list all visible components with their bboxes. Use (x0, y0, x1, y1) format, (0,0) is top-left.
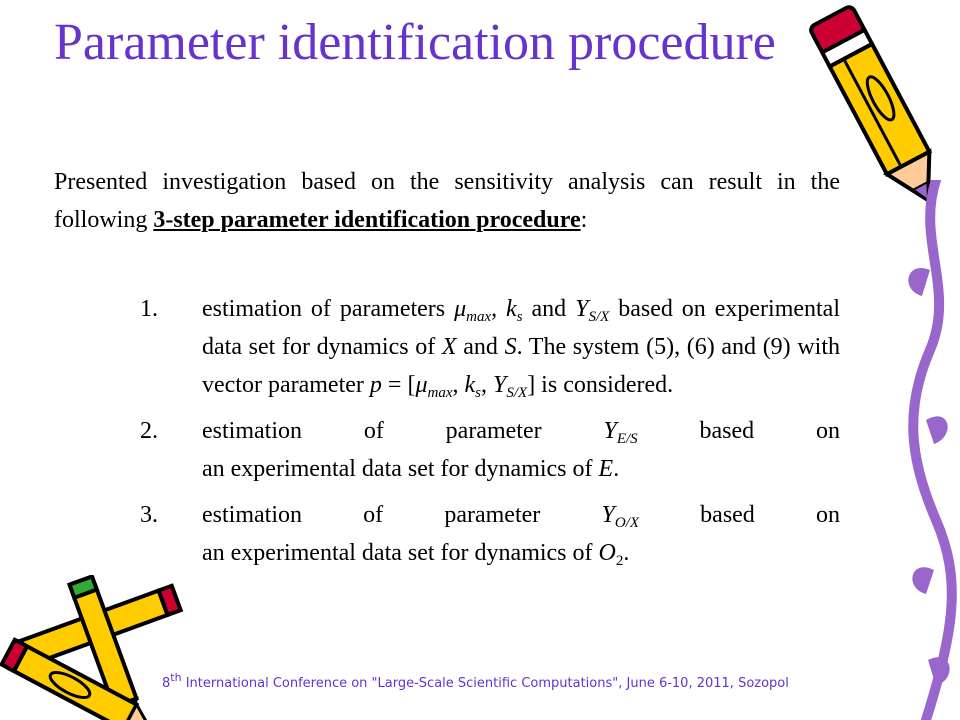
pencils-bundle-icon (0, 575, 190, 720)
step-text-part: . (613, 456, 620, 482)
var-x: X (441, 334, 457, 360)
step-text-part: = [ (381, 372, 416, 398)
subscript: max (427, 385, 453, 401)
footer-sup: th (170, 671, 182, 684)
var-y: Y (492, 372, 507, 398)
step-text-part: , (452, 372, 465, 398)
step-line (202, 496, 840, 534)
step-number: 1. (140, 296, 158, 322)
step-text-part: estimation of parameters (202, 296, 455, 322)
subscript: O/X (614, 515, 639, 531)
step-text-part: estimation of parameter (202, 418, 604, 444)
step-text-part: . The system (5), (6) and (9) with vector parameter (202, 334, 841, 398)
vine-decoration (896, 180, 960, 720)
subscript: E/S (616, 431, 638, 447)
step-text-part: , (480, 372, 493, 398)
var-e: E (598, 456, 614, 482)
subscript: S/X (588, 309, 610, 325)
var-k: k (464, 372, 476, 398)
step-text-part: based on experimental data set for dynamics of (202, 296, 841, 360)
footer-num: 8 (162, 676, 171, 691)
step-text (202, 496, 840, 572)
step-text-part: ] is considered. (527, 372, 674, 398)
var-y: Y (601, 502, 615, 528)
subscript: max (466, 309, 492, 325)
list-item (140, 412, 840, 488)
intro-text: Presented investigation based on the sensitivity analysis can result in the following (54, 169, 840, 233)
step-line (202, 456, 619, 482)
intro-colon: : (580, 207, 588, 233)
step-text-part: based on (637, 418, 840, 444)
step-text-part: based on (638, 502, 840, 528)
footer-caption: International Conference on "Large-Scale Scientific Computations", June 6-10, 2011, Sozopol (181, 676, 789, 691)
steps-list (140, 290, 840, 580)
step-text-part: an experimental data set for dynamics of (202, 456, 599, 482)
subscript: S/X (506, 385, 528, 401)
step-text-part: and (456, 334, 505, 360)
step-text (202, 412, 840, 488)
step-line (202, 412, 840, 450)
list-item (140, 496, 840, 572)
intro-paragraph (54, 163, 840, 239)
step-text-part: and (522, 296, 576, 322)
step-text-part: , (491, 296, 507, 322)
var-y: Y (603, 418, 617, 444)
var-p: p (369, 372, 382, 398)
footer-text (162, 671, 922, 691)
list-item (140, 290, 840, 404)
var-y: Y (575, 296, 589, 322)
var-k: k (506, 296, 517, 322)
subscript: s (475, 385, 481, 401)
step-text (202, 290, 840, 404)
mu-symbol: μ (415, 372, 428, 398)
subscript: s (516, 309, 523, 325)
step-text-part: estimation of parameter (202, 502, 602, 528)
subscript: 2 (615, 553, 624, 569)
var-o: O (598, 540, 616, 566)
step-number: 3. (140, 502, 158, 528)
mu-symbol: μ (454, 296, 467, 322)
intro-emphasis: 3-step parameter identification procedure (153, 207, 581, 233)
var-s: S (504, 334, 517, 360)
step-line (202, 540, 630, 569)
step-text-part: . (623, 540, 630, 566)
page-title: Parameter identification procedure (54, 14, 776, 71)
step-number: 2. (140, 418, 158, 444)
step-text-part: an experimental data set for dynamics of (202, 540, 599, 566)
